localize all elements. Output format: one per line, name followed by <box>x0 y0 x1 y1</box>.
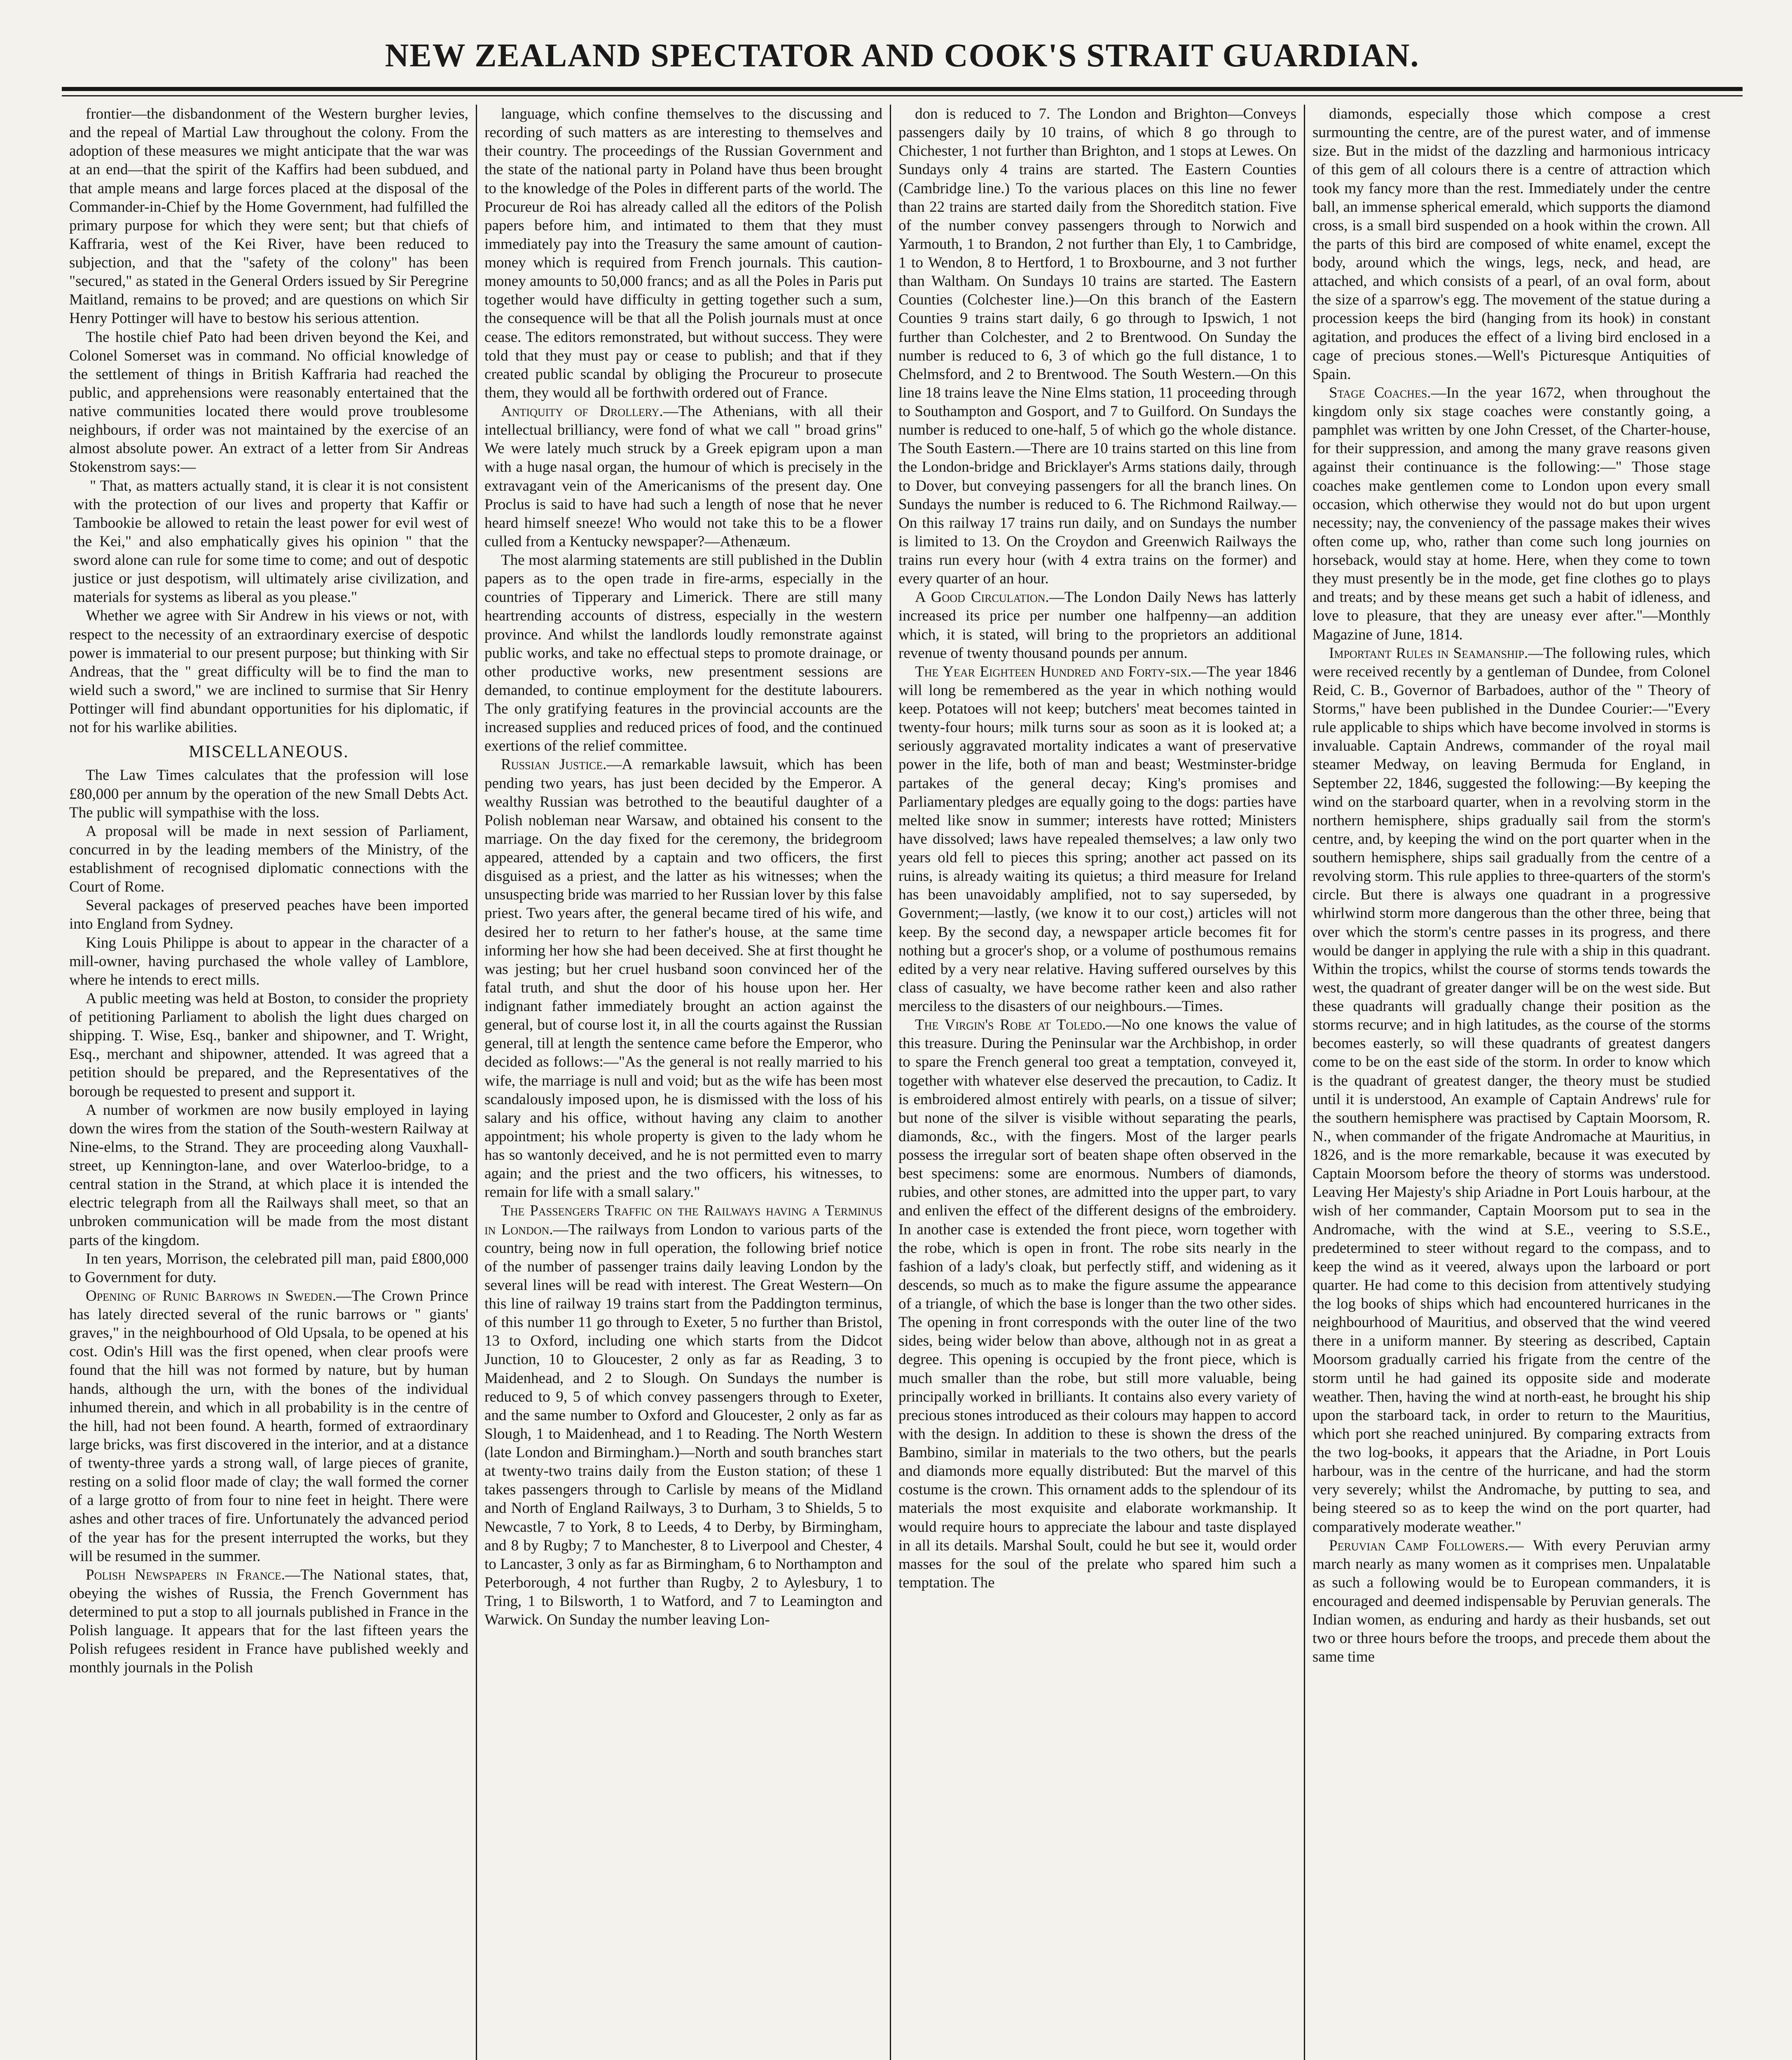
article-headline: Russian Justice. <box>501 756 607 773</box>
article-paragraph <box>484 1201 882 1629</box>
article-paragraph <box>69 477 468 607</box>
column-4 <box>1304 105 1718 2060</box>
article-text: —The following rules, which were received recently by a gentleman of Dundee, from Colonel Reid, C. B., Governor of Barbadoes, author of the " Theory of Storms," have been published in the Dundee Courier:—"Every rule applicable to ships which have become involved in storms is invaluable. Captain Andrews, commander of the royal mail steamer Medway, on leaving Bermuda for England, in September 22, 1846, suggested the following:—By keeping the wind on the starboard quarter, when in a revolving storm in the northern hemisphere, ships gradually sail from the storm's centre, and, by keeping the wind on the port quarter when in the southern hemisphere, ships sail gradually from the centre of a revolving storm. This rule applies to three-quarters of the storm's circle. But there is always one quadrant in a progressive whirlwind storm more dangerous than the other three, being that over which the storm's centre passes in its progress, and there would be danger in applying the rule with a ship in this quadrant. Within the tropics, whilst the course of storms tends towards the west, the quadrant of greater danger will be on the west side. But these quadrants will gradually change their position as the storms recurve; and in high latitudes, as the course of the storms becomes easterly, so will these quadrants of greatest dangers come to be on the east side of the storm. In order to know which is the quadrant of greatest danger, the theory must be studied until it is understood, An example of Captain Andrews' rule for the southern hemisphere was practised by Captain Moorsom, R. N., when commander of the frigate Andromache at Mauritius, in 1826, and is the more remarkable, because it was executed by Captain Moorsom before the theory of storms was understood. Leaving Her Majesty's ship Ariadne in Port Louis harbour, at the wish of her commander, Captain Moorsom put to sea in the Andromache, with the wind at S.E., veering to S.S.E., predetermined to steer without regard to the compass, and to keep the wind as it veered, always upon the larboard or port quarter. He had come to this decision from attentively studying the log books of ships which had encountered hurricanes in the neighbourhood of Mauritius, and observed that the wind veered there in a uniform manner. By steering as described, Captain Moorsom gradually carried his frigate from the centre of the storm until he had gained its opposite side and moderate weather. Then, having the wind at north-east, he brought his ship upon the starboard tack, in order to return to the Mauritius, which port she reached uninjured. By comparing extracts from the two log-books, it appears that the Ariadne, in Port Louis harbour, was in the centre of the hurricane, and had the storm very severely; whilst the Andromache, by putting to sea, and being steered so as to keep the wind on the port quarter, had comparatively moderate weather." <box>1312 644 1710 1536</box>
article-headline: The Passengers Traffic on the Railways having a Terminus in London. <box>484 1202 882 1238</box>
article-paragraph <box>484 551 882 755</box>
newspaper-page <box>62 29 1743 2060</box>
masthead-rule-thin <box>62 95 1743 96</box>
article-text: The Law Times calculates that the profession will lose £80,000 per annum by the operation of the new Small Debts Act. The public will sympathise with the loss. <box>69 767 468 821</box>
article-text: language, which confine themselves to the discussing and recording of such matters as are interesting to themselves and their country. The proceedings of the Russian Government and the state of the national party in Poland have thus been brought to the knowledge of the Poles in different parts of the world. The Procureur de Roi has already called all the editors of the Polish papers before him, and intimated to them that they must immediately pay into the Treasury the same amount of caution-money which is required from French journals. This caution-money amounts to 50,000 francs; and as all the Poles in Paris put together would have difficulty in getting together such a sum, the consequence will be that all the Polish journals must at once cease. The editors remonstrated, but without success. They were told that they must pay or cease to publish; and that if they created public scandal by obliging the Procureur to prosecute them, they would all be forthwith ordered out of France. <box>484 105 882 401</box>
article-text: In ten years, Morrison, the celebrated pill man, paid £800,000 to Government for duty. <box>69 1250 468 1286</box>
article-text: The most alarming statements are still published in the Dublin papers as to the open trade in fire-arms, especially in the countries of Tipperary and Limerick. There are still many heartrending accounts of distress, especially in the western province. And whilst the landlords loudly remonstrate against public works, and take no effectual steps to promote drainage, or other productive works, new presentment sessions are demanded, to continue employment for the destitute labourers. The only gratifying features in the provincial accounts are the increased supplies and reduced prices of food, and the continued exertions of the relief committee. <box>484 552 882 755</box>
article-paragraph <box>69 822 468 897</box>
article-text: Several packages of preserved peaches have been imported into England from Sydney. <box>69 897 468 933</box>
article-paragraph <box>484 755 882 1201</box>
section-heading: MISCELLANEOUS. <box>189 742 349 762</box>
column-3 <box>890 105 1304 2060</box>
article-paragraph <box>1312 644 1710 1536</box>
article-text: " That, as matters actually stand, it is clear it is not consistent with the protection of our lives and property that Kaffir or Tambookie be allowed to retain the least power for evil west of the Kei," and also emphatically gives his opinion " that the sword alone can rule for some time to come; and out of despotic justice or just despotism, will ultimately arise civilization, and materials for systems as liberal as you please." <box>73 477 468 606</box>
article-paragraph <box>69 934 468 989</box>
article-text: —The year 1846 will long be remembered as the year in which nothing would keep. Potatoes will not keep; butchers' meat becomes tainted in twenty-four hours; milk turns sour as soon as it is looked at; a seriously aggravated mortality indicates a want of preservative power in the life, both of man and beast; Westminster-bridge partakes of the general decay; King's promises and Parliamentary pledges are equally going to the dogs: parties have melted like snow in summer; interests have rotted; Ministers have dissolved; laws have repealed themselves; a law only two years old fell to pieces this spring; another act passed on its ruins, is already waiting its quietus; a third measure for Ireland has been unavoidably amplified, not to say superseded, by Government;—lastly, (we know it to our cost,) articles will not keep. By the second day, a newspaper article becomes fit for nothing but a grocer's shop, or a volume of posthumous remains edited by a very near relative. Having suffered ourselves by this class of casualty, we have become rather keen and also rather merciless to the disasters of our neighbours.—Times. <box>898 663 1296 1015</box>
columns <box>62 105 1743 2060</box>
article-text: A number of workmen are now busily employed in laying down the wires from the station of the South-western Railway at Nine-elms, to the Strand. They are proceeding along Vauxhall-street, up Kennington-lane, and over Waterloo-bridge, to a central station in the Strand, at which place it is intended the electric telegraph from all the Railways shall meet, so that an unbroken communication will be made from the most distant parts of the kingdom. <box>69 1101 468 1249</box>
article-paragraph <box>69 1250 468 1287</box>
article-text: don is reduced to 7. The London and Brighton—Conveys passengers daily by 10 trains, of which 8 go through to Chichester, 1 not further than Brighton, and 1 stops at Lewes. On Sundays only 4 trains are started. The Eastern Counties (Cambridge line.) To the various places on this line no fewer than 22 trains are started daily from the Shoreditch station. Five of the number convey passengers through to Norwich and Yarmouth, 1 to Brandon, 2 not further than Ely, 1 to Cambridge, 1 to Wendon, 8 to Hertford, 1 to Broxbourne, and 3 not further than Waltham. On Sundays 10 trains are started. The Eastern Counties (Colchester line.)—On this branch of the Eastern Counties 9 trains start daily, 6 go through to Ipswich, 1 not further than Colchester, and 2 to Brentwood. On Sunday the number is reduced to 6, 3 of which go the full distance, 1 to Chelmsford, and 2 to Brentwood. The South Western.—On this line 18 trains leave the Nine Elms station, 11 proceeding through to Southampton and Gosport, and 7 to Guilford. On Sundays the number is reduced to one-half, 5 of which go the whole distance. The South Eastern.—There are 10 trains started on this line from the London-bridge and Bricklayer's Arms stations daily, through to Dover, but conveying passengers for all the branch lines. On Sundays the number is reduced to 6. The Richmond Railway.—On this railway 17 trains run daily, and on Sundays the number is limited to 13. On the Croydon and Greenwich Railways the trains run every hour (with 4 extra trains on the former) and every quarter of an hour. <box>898 105 1296 588</box>
article-paragraph <box>69 989 468 1101</box>
article-headline: The Virgin's Robe at Toledo. <box>915 1016 1106 1034</box>
article-headline: Opening of Runic Barrows in Sweden. <box>86 1287 337 1304</box>
article-paragraph <box>484 105 882 402</box>
article-text: —In the year 1672, when throughout the kingdom only six stage coaches were constantly going, a pamphlet was written by one John Cresset, of the Charter-house, for their suppression, and among the many grave reasons given against their continuance is the following:—" Those stage coaches make gentlemen come to London upon every small occasion, which otherwise they would not do but upon urgent necessity; nay, the conveniency of the passage makes their wives often come up, who, rather than come such long journies on horseback, would stay at home. Here, when they come to town they must presently be in the mode, get fine clothes go to plays and treats; and by these means get such a habit of idleness, and love to pleasure, that they are uneasy ever after."—Monthly Magazine of June, 1814. <box>1312 384 1710 643</box>
article-paragraph <box>69 1287 468 1566</box>
masthead: NEW ZEALAND SPECTATOR AND COOK'S STRAIT GUARDIAN. <box>385 37 1420 74</box>
article-paragraph <box>898 1016 1296 1592</box>
article-headline: The Year Eighteen Hundred and Forty-six. <box>915 663 1192 680</box>
article-paragraph <box>484 402 882 551</box>
column-1 <box>62 105 476 2060</box>
article-text: —The National states, that, obeying the wishes of Russia, the French Government has determined to put a stop to all journals published in France in the Polish language. It appears that for the last fifteen years the Polish refugees resident in France have published weekly and monthly journals in the Polish <box>69 1566 468 1676</box>
article-text: — With every Peruvian army march nearly as many women as it comprises men. Unpalatable as such a following would be to European commanders, it is encouraged and deemed indispensable by Peruvian generals. The Indian women, as enduring and hardy as their husbands, set out two or three hours before the troops, and precede them about the same time <box>1312 1537 1710 1666</box>
article-paragraph <box>1312 105 1710 384</box>
article-headline: Antiquity of Drollery. <box>501 403 663 420</box>
article-paragraph <box>69 606 468 737</box>
article-text: A public meeting was held at Boston, to consider the propriety of petitioning Parliament to abolish the light dues charged on shipping. T. Wise, Esq., banker and shipowner, and T. Wright, Esq., merchant and shipowner, attended. It was agreed that a petition should be prepared, and the Representatives of the borough be requested to present and support it. <box>69 990 468 1100</box>
article-text: —The London Daily News has latterly increased its price per number one halfpenny—an addition which, it is stated, will bring to the proprietors an additional revenue of twenty thousand pounds per annum. <box>898 589 1296 662</box>
article-text: The hostile chief Pato had been driven beyond the Kei, and Colonel Somerset was in command. No official knowledge of the settlement of things in British Kaffraria had reached the public, and apprehensions were reasonably entertained that the native communities located there would prove troublesome neighbours, if order was not maintained by the exercise of an almost absolute power. An extract of a letter from Sir Andreas Stokenstrom says:— <box>69 328 468 476</box>
article-paragraph <box>69 766 468 822</box>
article-text: A proposal will be made in next session of Parliament, concurred in by the leading members of the Ministry, of the establishment of recognised diplomatic connections with the Court of Rome. <box>69 822 468 896</box>
article-headline: Polish Newspapers in France. <box>86 1566 285 1583</box>
article-paragraph <box>69 896 468 933</box>
masthead-rule-thick <box>62 87 1743 91</box>
article-headline: Stage Coaches. <box>1329 384 1431 401</box>
article-paragraph <box>69 1566 468 1677</box>
article-paragraph <box>69 105 468 328</box>
article-text: King Louis Philippe is about to appear in the character of a mill-owner, having purchased the whole valley of Lamblore, where he intends to erect mills. <box>69 934 468 988</box>
article-text: —A remarkable lawsuit, which has been pending two years, has just been decided by the Emperor. A wealthy Russian was betrothed to the beautiful daughter of a Polish nobleman near Warsaw, and obtained his consent to the marriage. On the day fixed for the ceremony, the bridegroom appeared, attended by a captain and two officers, the first disguised as a priest, and the latter as his witnesses; when the unsuspecting bride was married to her Russian lover by this false priest. Two years after, the general became tired of his wife, and desired her to return to her father's house, at the same time informing her how she had been deceived. She at first thought he was jesting; but her cruel husband soon convinced her of the fatal truth, and shut the door of his house upon her. Her indignant father immediately brought an action against the general, but of course lost it, in all the courts against the Russian general, till at length the sentence came before the Emperor, who decided as follows:—"As the general is not really married to his wife, the marriage is null and void; but as the wife has been most scandalously imposed upon, he is dismissed with the loss of his salary and his office, without having any claim to another appointment; his whole property is given to the lady whom he has so wantonly deceived, and he is not permitted even to marry again; and the priest and the two officers, his witnesses, to remain for life with a small salary." <box>484 756 882 1201</box>
article-paragraph <box>898 662 1296 1016</box>
article-paragraph <box>69 1101 468 1250</box>
article-paragraph <box>69 328 468 477</box>
article-text: —The Crown Prince has lately directed several of the runic barrows or " giants' graves," in the neighbourhood of Old Upsala, to be opened at his cost. Odin's Hill was the first opened, when clear proofs were found that the hill was not formed by nature, but by human hands, although the urn, with the bones of the individual inhumed therein, and which in all probability is in the centre of the hill, had not been found. A hearth, formed of extraordinary large bricks, was first discovered in the interior, and at a distance of twenty-three yards a strong wall, of large pieces of granite, resting on a solid floor made of clay; the wall formed the corner of a large grotto of from four to nine feet in height. There were ashes and other traces of fire. Unfortunately the advanced period of the year has for the present interrupted the works, but they will be resumed in the summer. <box>69 1287 468 1565</box>
article-headline: Important Rules in Seamanship. <box>1329 644 1528 662</box>
article-paragraph <box>898 588 1296 662</box>
article-paragraph <box>1312 1536 1710 1667</box>
article-paragraph <box>898 105 1296 588</box>
article-text: diamonds, especially those which compose a crest surmounting the centre, are of the purest water, and of immense size. But in the midst of the dazzling and harmonious intricacy of this gem of all colours there is a centre of attraction which took my fancy more than the rest. Immediately under the centre ball, an immense spherical emerald, which supports the diamond cross, is a small bird suspended on a hook within the crown. All the parts of this bird are composed of white enamel, except the body, around which the wings, legs, neck, and head, are attached, and which consists of a pearl, of an oval form, about the size of a sparrow's egg. The movement of the statue during a procession keeps the bird (hanging from its hook) in constant agitation, and produces the effect of a living bird enclosed in a cage of precious stones.—Well's Picturesque Antiquities of Spain. <box>1312 105 1710 383</box>
article-paragraph <box>1312 384 1710 644</box>
article-text: frontier—the disbandonment of the Western burgher levies, and the repeal of Martial Law throughout the colony. From the adoption of these measures we might anticipate that the war was at an end—that the spirit of the Kaffirs had been subdued, and that ample means and large forces placed at the disposal of the Commander-in-Chief by the Home Government, had fulfilled the primary purpose for which they were sent; but that chiefs of Kaffraria, west of the Kei River, have been reduced to subjection, and that the "safety of the colony" has been "secured," as stated in the General Orders issued by Sir Peregrine Maitland, remains to be proved; and are questions on which Sir Henry Pottinger will have to bestow his serious attention. <box>69 105 468 327</box>
article-text: Whether we agree with Sir Andrew in his views or not, with respect to the necessity of an extraordinary exercise of despotic power is immaterial to our present purpose; but thinking with Sir Andreas, that the " great difficulty will be to find the man to wield such a sword," we are inclined to surmise that Sir Henry Pottinger will find abundant opportunities for his diplomatic, if not for his warlike abilities. <box>69 607 468 736</box>
article-headline: Peruvian Camp Followers. <box>1329 1537 1509 1554</box>
article-text: —The railways from London to various parts of the country, being now in full operation, the following brief notice of the number of passenger trains daily leaving London by the several lines will be read with interest. The Great Western—On this line of railway 19 trains start from the Paddington terminus, of this number 11 go through to Exeter, 5 no further than Bristol, 13 to Oxford, including one which starts from the Didcot Junction, 10 to Gloucester, 2 only as far as Reading, 3 to Maidenhead, and 2 to Slough. On Sundays the number is reduced to 9, 5 of which convey passengers through to Exeter, and the same number to Oxford and Gloucester, 2 only as far as Slough, 1 to Maidenhead, and 1 to Reading. The North Western (late London and Birmingham.)—North and south branches start at twenty-two trains daily from the Euston station; of these 1 takes passengers through to Carlisle by means of the Midland and North of England Railways, 3 to Durham, 3 to Shields, 5 to Newcastle, 7 to York, 8 to Leeds, 4 to Derby, by Birmingham, and 8 by Rugby; 7 to Manchester, 8 to Liverpool and Chester, 4 to Lancaster, 3 only as far as Birmingham, 6 to Northampton and Peterborough, 4 not further than Rugby, 2 to Aylesbury, 1 to Tring, 1 to Bilsworth, 1 to Watford, and 7 to Leamington and Warwick. On Sunday the number leaving Lon- <box>484 1221 883 1629</box>
column-2 <box>476 105 890 2060</box>
article-text: —The Athenians, with all their intellectual brilliancy, were fond of what we call " broad grins" We were lately much struck by a Greek epigram upon a man with a huge nasal organ, the humour of which is precisely in the extravagant vein of the Americanisms of the present day. One Proclus is said to have had such a length of nose that he never heard himself sneeze! Who would not take this to be a flower culled from a Kentucky newspaper?—Athenæum. <box>484 403 883 550</box>
article-headline: A Good Circulation. <box>915 589 1049 606</box>
article-text: —No one knows the value of this treasure. During the Peninsular war the Archbishop, in order to spare the French general too great a temptation, conveyed it, together with whatever else deserved the precaution, to Cadiz. It is embroidered almost entirely with pearls, on a tissue of silver; but none of the silver is visible without separating the pearls, diamonds, &c., with the fingers. Most of the larger pearls possess the irregular sort of beaten shape often observed in the best specimens: some are enormous. Numbers of diamonds, rubies, and other stones, are admitted into the upper part, to vary and enliven the effect of the different designs of the embroidery. In another case is extended the front piece, worn together with the robe, which is open in front. The robe sits nearly in the fashion of a lady's cloak, but perfectly stiff, and widening as it descends, so much as to make the figure assume the appearance of a triangle, of which the base is longer than the two other sides. The opening in front corresponds with the outer line of the two sides, being wider below than above, although not in as great a degree. This opening is occupied by the front piece, which is much smaller than the robe, but still more valuable, being principally worked in brilliants. It contains also every variety of precious stones introduced as their colours may happen to accord with the design. In addition to these is shown the dress of the Bambino, similar in materials to the two others, but the pearls and diamonds more equally distributed: But the marvel of this costume is the crown. This ornament adds to the splendour of its materials the most exquisite and elaborate workmanship. It would require hours to appreciate the labour and taste displayed in all its details. Marshal Soult, could he but see it, would order masses for the soul of the prelate who spared him such a temptation. The <box>898 1016 1296 1591</box>
